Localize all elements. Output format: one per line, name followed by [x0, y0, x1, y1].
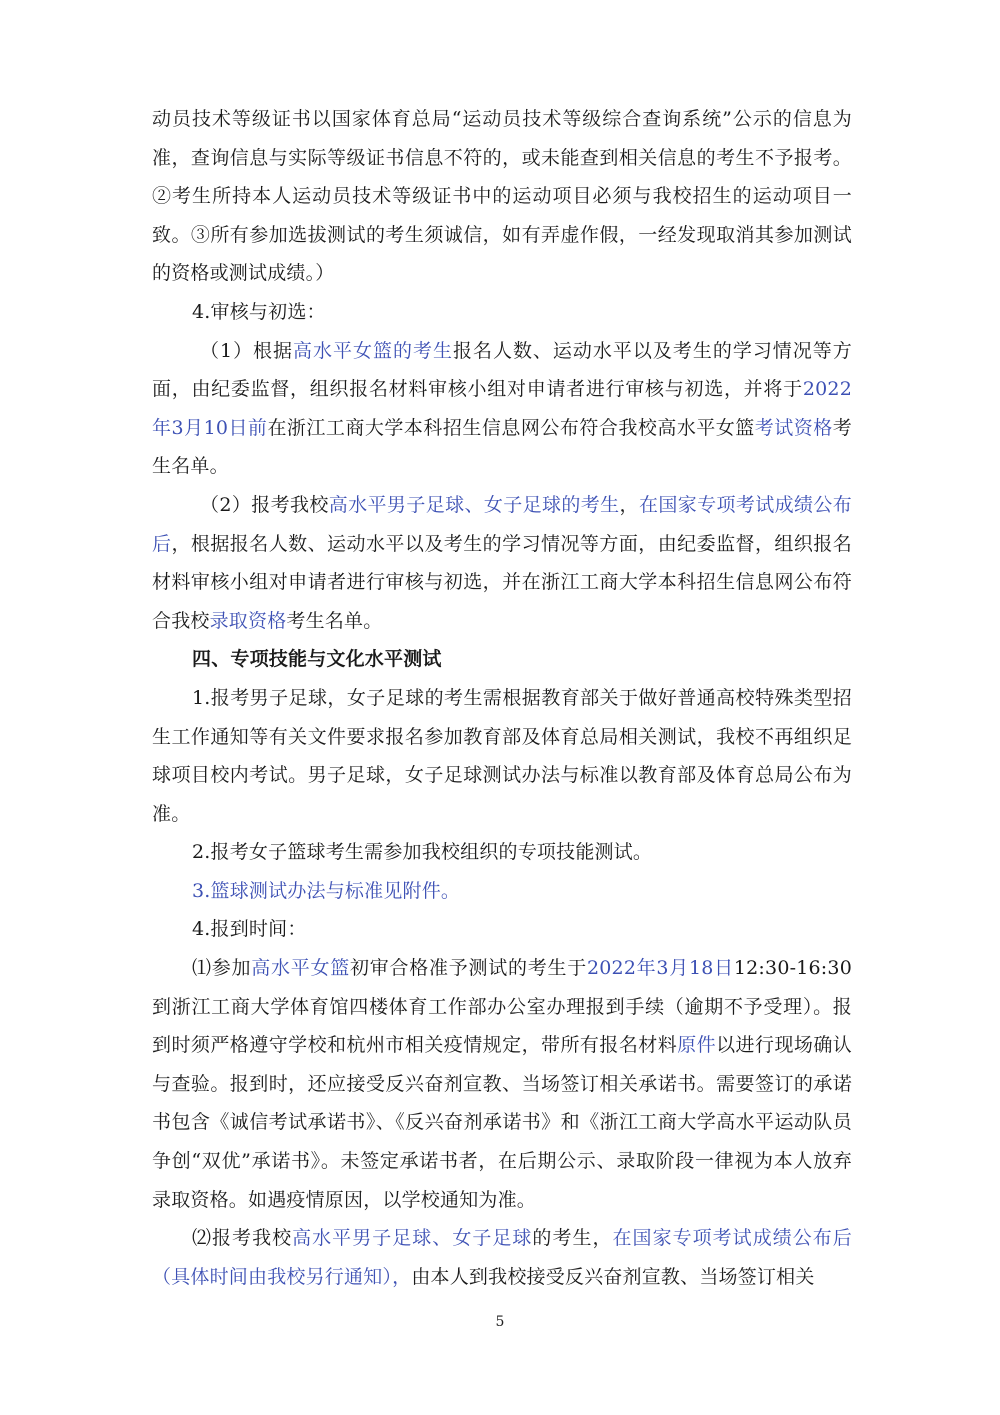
text-segment: 考生名单。 [286, 609, 383, 632]
document-body [152, 100, 852, 1296]
text-segment: 以进行现场确认与查验。报到时，还应接受反兴奋剂宣教、当场签订相关承诺书。需要签订的承诺书包含《诚信考试承诺书》、《反兴奋剂承诺书》和《浙江工商大学高水平运动队员争创“双优”承诺书》。未签定承诺书者，在后期公示、录取阶段一律视为本人放弃录取资格。如遇疫情原因，以学校通知为准。 [152, 1034, 852, 1211]
paragraph-test-standards [152, 872, 852, 911]
highlight-text: 录取资格 [209, 609, 287, 632]
highlight-date: 2022年3月18日 [586, 957, 734, 980]
paragraph-review-basketball [152, 332, 852, 486]
text-segment: 动员技术等级证书以国家体育总局“运动员技术等级综合查询系统”公示的信息为准，查询信息与实际等级证书信息不符的，或未能查到相关信息的考生不予报考。②考生所持本人运动员技术等级证书中的运动项目必须与我校招生的运动项目一致。③所有参加选拔测试的考生须诚信，如有弄虚作假，一经发现取消其参加测试的资格或测试成绩。） [152, 108, 852, 285]
paragraph-registration-heading [152, 910, 852, 949]
paragraph-basketball-test [152, 833, 852, 872]
text-segment: ，根据报名人数、运动水平以及考生的学习情况等方面，由纪委监督，组织报名材料审核小组对申请者进行审核与初选，并在浙江工商大学本科招生信息网公布符合我校 [152, 532, 852, 632]
highlight-text: 考试资格 [754, 416, 833, 439]
highlight-text: 在国家专项考试成绩公布后（具体时间由我校另行通知）， [152, 1227, 852, 1288]
highlight-text: 在国家专项考试成绩公布后 [152, 493, 852, 555]
paragraph-registration-football [152, 1219, 852, 1296]
highlight-text: 原件 [677, 1034, 717, 1057]
text-segment: 2.报考女子篮球考生需参加我校组织的专项技能测试。 [192, 841, 653, 864]
text-segment: 1.报考男子足球，女子足球的考生需根据教育部关于做好普通高校特殊类型招生工作通知等有关文件要求报名参加教育部及体育总局相关测试，我校不再组织足球项目校内考试。男子足球，女子足球测试办法与标准以教育部及体育总局公布为准。 [152, 686, 852, 825]
text-segment: ⑵报考我校 [192, 1227, 293, 1250]
highlight-text: 高水平女篮的考生 [293, 339, 453, 362]
text-segment: 4.报到时间： [192, 918, 307, 941]
text-segment: 初审合格准予测试的考生于 [349, 957, 587, 980]
highlight-date: 2022年3月10日前 [152, 378, 852, 439]
highlight-text: 高水平男子足球、女子足球的考生 [328, 493, 620, 516]
page-number: 5 [495, 1314, 505, 1330]
highlight-text: 3.篮球测试办法与标准见附件。 [192, 879, 461, 902]
text-segment: 的考生， [532, 1227, 613, 1250]
paragraph-registration-basketball [152, 949, 852, 1219]
text-segment: （2）报考我校 [200, 493, 329, 516]
text-segment: 在浙江工商大学本科招生信息网公布符合我校高水平女篮 [267, 416, 755, 439]
section-heading [152, 640, 852, 679]
highlight-text: 高水平女篮 [251, 957, 350, 980]
highlight-text: 高水平男子足球、女子足球 [292, 1227, 533, 1250]
text-segment: 4.审核与初选： [192, 300, 326, 323]
paragraph-athlete-certificate [152, 100, 852, 293]
text-segment: ⑴参加 [192, 957, 252, 980]
text-segment: 报名人数、运动水平以及考生的学习情况等方面，由纪委监督，组织报名材料审核小组对申请者进行审核与初选，并将于 [152, 339, 852, 401]
text-segment: 四、专项技能与文化水平测试 [192, 648, 442, 671]
text-segment: 12:30-16:30到浙江工商大学体育馆四楼体育工作部办公室办理报到手续（逾期不予受理）。报到时须严格遵守学校和杭州市相关疫情规定，带所有报名材料 [152, 957, 852, 1057]
paragraph-review-football [152, 486, 852, 640]
text-segment: 由本人到我校接受反兴奋剂宣教、当场签订相关 [411, 1265, 815, 1288]
text-segment: 考生名单。 [152, 416, 852, 478]
paragraph-football-test [152, 679, 852, 833]
text-segment: （1）根据 [200, 339, 294, 362]
paragraph-review-heading [152, 293, 852, 332]
text-segment: ， [619, 493, 639, 516]
